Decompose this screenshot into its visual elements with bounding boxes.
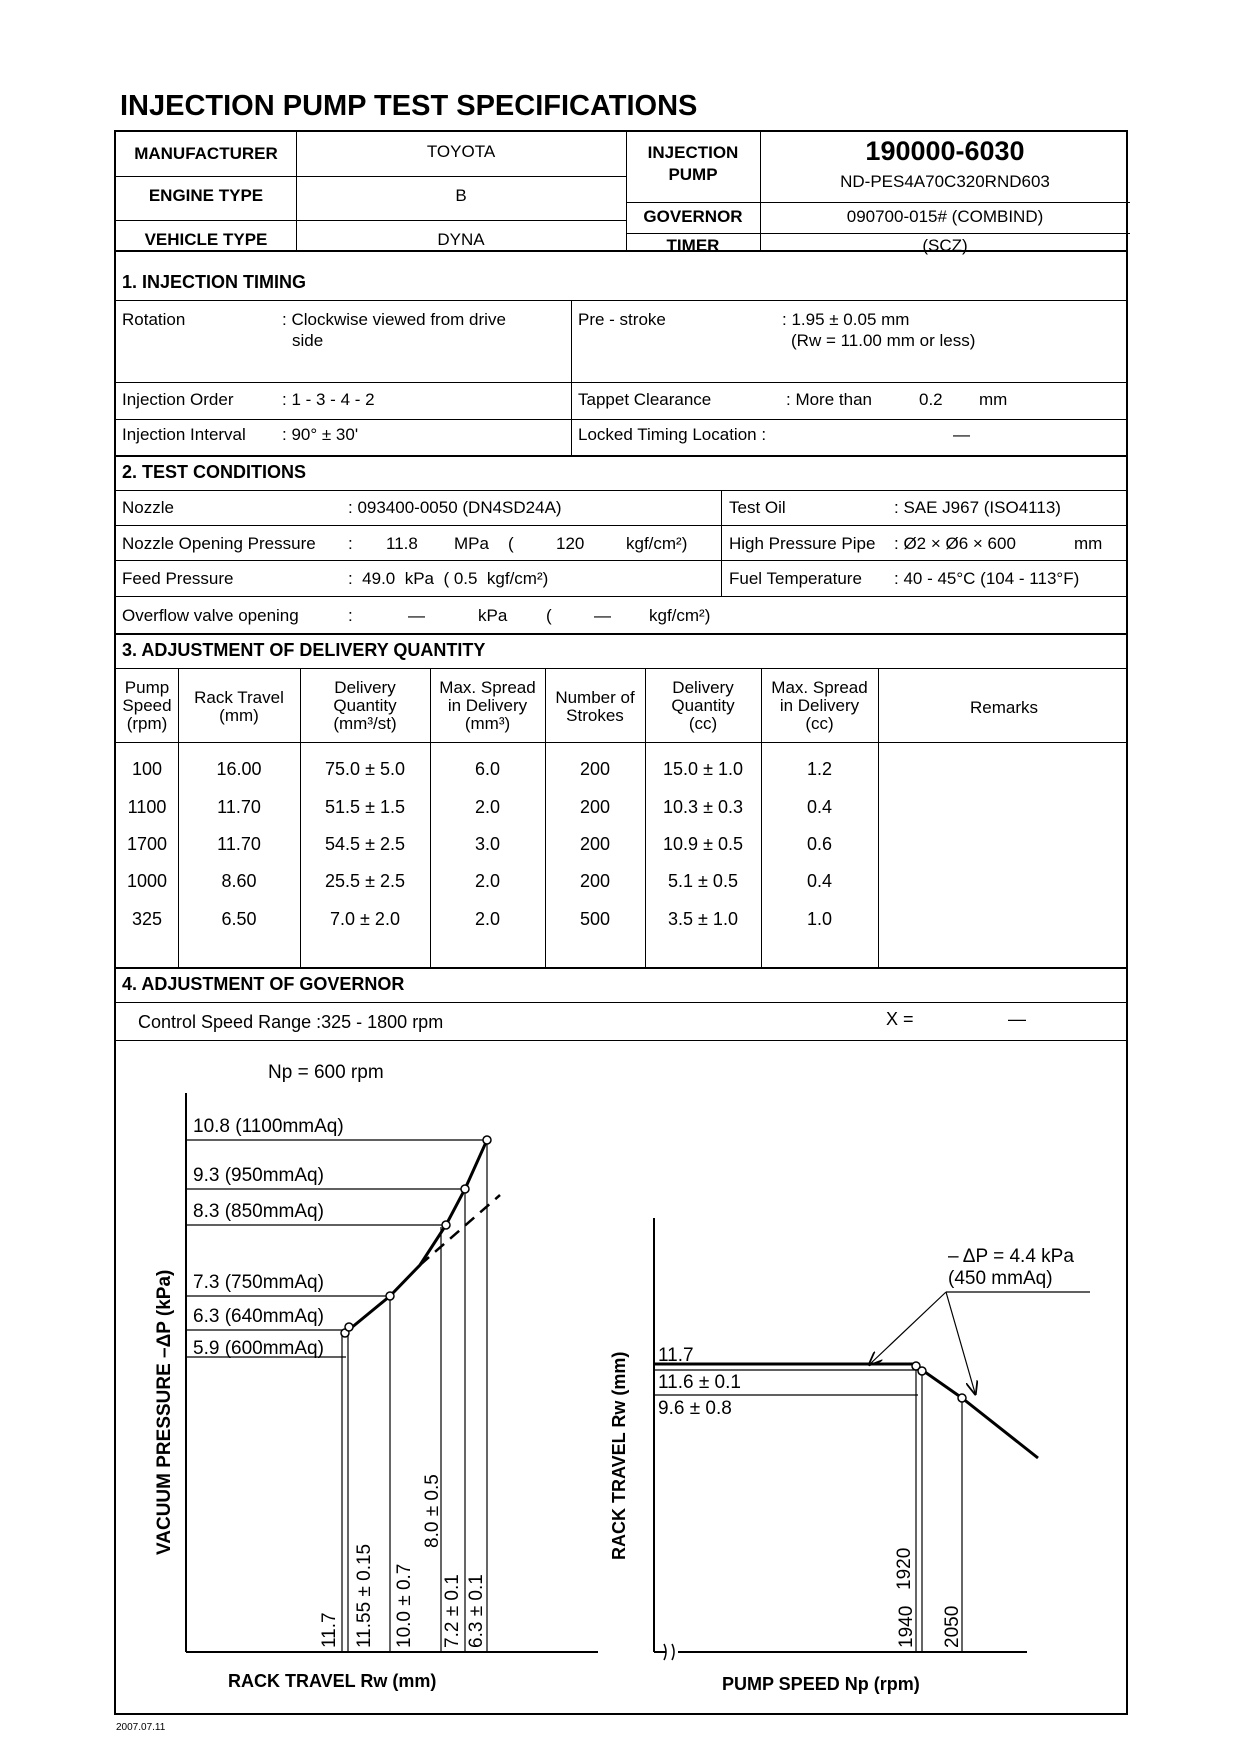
dashed-extension xyxy=(420,1195,500,1265)
level-label: 11.7 xyxy=(658,1345,694,1366)
timer-label: TIMER xyxy=(666,236,720,255)
level-label: 8.3 (850mmAq) xyxy=(193,1201,324,1222)
rotation-value-cont: side xyxy=(292,331,324,350)
rotation-label: Rotation xyxy=(122,310,186,329)
feed-pressure-label: Feed Pressure xyxy=(122,569,234,588)
table-cell: 200 xyxy=(579,759,611,779)
table-cell: 0.4 xyxy=(806,797,833,817)
table-cell: 200 xyxy=(579,871,611,891)
col-remarks: Remarks xyxy=(969,698,1038,717)
injection-interval-label: Injection Interval xyxy=(122,425,246,444)
table-cell: 200 xyxy=(579,834,611,854)
nop-mpa-unit: MPa xyxy=(454,534,489,553)
col-delivery-quantity-mm3: Delivery Quantity (mm³/st) xyxy=(333,678,397,733)
table-cell: 25.5 ± 2.5 xyxy=(325,871,405,891)
table-cell: 5.1 ± 0.5 xyxy=(668,871,738,891)
table-cell: 15.0 ± 1.0 xyxy=(663,759,743,779)
nop-kgf-value: 120 xyxy=(556,534,585,553)
injection-order-value: : 1 - 3 - 4 - 2 xyxy=(282,390,375,409)
table-cell: 1100 xyxy=(127,797,167,817)
overflow-kgf-value: — xyxy=(594,606,611,625)
chart2-x-axis-label: PUMP SPEED Np (rpm) xyxy=(722,1674,920,1694)
vehicle-type-value: DYNA xyxy=(437,230,485,249)
nozzle-opening-pressure-label: Nozzle Opening Pressure xyxy=(122,534,316,553)
table-cell: 75.0 ± 5.0 xyxy=(325,759,405,779)
timer-value: (SCZ) xyxy=(922,236,968,255)
tappet-label: Tappet Clearance xyxy=(578,390,712,409)
print-date: 2007.07.11 xyxy=(116,1722,166,1733)
table-cell: 3.0 xyxy=(474,834,501,854)
high-pressure-pipe-unit: mm xyxy=(1074,534,1103,553)
locked-timing-value: — xyxy=(953,425,970,444)
page-title: INJECTION PUMP TEST SPECIFICATIONS xyxy=(120,90,698,122)
chart1-y-axis-label: VACUUM PRESSURE –ΔP (kPa) xyxy=(154,1269,175,1555)
x-tick-label: 11.55 ± 0.15 xyxy=(354,1543,375,1648)
governor-value: 090700-015# (COMBIND) xyxy=(846,207,1044,226)
feed-pressure-value: : 49.0 kPa ( 0.5 kgf/cm²) xyxy=(348,569,549,588)
col-pump-speed: Pump Speed (rpm) xyxy=(122,678,172,733)
level-label: 11.6 ± 0.1 xyxy=(658,1372,741,1393)
control-speed-range: Control Speed Range :325 - 1800 rpm xyxy=(138,1012,444,1032)
nop-colon: : xyxy=(348,534,353,553)
table-cell: 1.2 xyxy=(806,759,833,779)
test-conditions-heading: 2. TEST CONDITIONS xyxy=(122,462,307,482)
delta-p-label-cont: (450 mmAq) xyxy=(948,1268,1053,1289)
col-rack-travel: Rack Travel (mm) xyxy=(194,688,284,725)
test-oil-value: : SAE J967 (ISO4113) xyxy=(894,498,1061,517)
overflow-valve-label: Overflow valve opening xyxy=(122,606,299,625)
tappet-value: : More than xyxy=(786,390,872,409)
overflow-paren: ( xyxy=(546,606,552,625)
level-label: 9.3 (950mmAq) xyxy=(193,1165,324,1186)
x-value: — xyxy=(1008,1009,1026,1029)
table-cell: 2.0 xyxy=(474,909,501,929)
vehicle-type-label: VEHICLE TYPE xyxy=(144,230,268,249)
x-tick-label: 11.7 xyxy=(319,1612,340,1648)
x-tick-label: 1920 xyxy=(894,1547,915,1590)
x-tick-label: 10.0 ± 0.7 xyxy=(394,1563,415,1648)
table-cell: 1000 xyxy=(126,871,168,891)
chart1-x-axis-label: RACK TRAVEL Rw (mm) xyxy=(228,1671,437,1691)
x-label: X = xyxy=(886,1009,914,1029)
fuel-temperature-label: Fuel Temperature xyxy=(729,569,862,588)
prestroke-value: : 1.95 ± 0.05 mm xyxy=(782,310,910,329)
governor-heading: 4. ADJUSTMENT OF GOVERNOR xyxy=(122,974,405,994)
nop-paren: ( xyxy=(508,534,514,553)
manufacturer-label: MANUFACTURER xyxy=(134,144,278,163)
col-max-spread-mm3: Max. Spread in Delivery (mm³) xyxy=(439,678,536,733)
table-cell: 1700 xyxy=(126,834,168,854)
x-tick-label: 7.2 ± 0.1 xyxy=(442,1574,463,1648)
x-tick-label: 1940 xyxy=(896,1605,917,1648)
engine-type-label: ENGINE TYPE xyxy=(148,186,264,205)
table-cell: 7.0 ± 2.0 xyxy=(330,909,400,929)
engine-type-value: B xyxy=(455,186,467,205)
table-cell: 2.0 xyxy=(474,797,501,817)
table-cell: 0.6 xyxy=(806,834,833,854)
table-cell: 10.3 ± 0.3 xyxy=(663,797,743,817)
level-label: 9.6 ± 0.8 xyxy=(658,1398,732,1419)
table-cell: 325 xyxy=(131,909,163,929)
overflow-kpa-value: — xyxy=(408,606,425,625)
table-cell: 100 xyxy=(131,759,163,779)
nozzle-label: Nozzle xyxy=(122,498,174,517)
level-label: 10.8 (1100mmAq) xyxy=(193,1116,344,1137)
overflow-kpa-unit: kPa xyxy=(478,606,508,625)
injection-order-label: Injection Order xyxy=(122,390,234,409)
tappet-unit: mm xyxy=(979,390,1008,409)
col-max-spread-cc: Max. Spread in Delivery (cc) xyxy=(771,678,868,733)
delta-p-label: – ΔP = 4.4 kPa xyxy=(948,1246,1074,1267)
table-cell: 2.0 xyxy=(474,871,501,891)
locked-timing-label: Locked Timing Location : xyxy=(578,425,767,444)
overflow-kgf-unit: kgf/cm²) xyxy=(649,606,711,625)
x-tick-label: 6.3 ± 0.1 xyxy=(466,1574,487,1648)
x-tick-label: 8.0 ± 0.5 xyxy=(422,1474,443,1548)
x-tick-label: 2050 xyxy=(942,1605,963,1648)
high-pressure-pipe-label: High Pressure Pipe xyxy=(729,534,876,553)
fuel-temperature-value: : 40 - 45°C (104 - 113°F) xyxy=(894,569,1080,588)
level-label: 7.3 (750mmAq) xyxy=(193,1272,324,1293)
nozzle-value: : 093400-0050 (DN4SD24A) xyxy=(348,498,562,517)
delivery-heading: 3. ADJUSTMENT OF DELIVERY QUANTITY xyxy=(122,640,486,660)
rotation-value: : Clockwise viewed from drive xyxy=(282,310,506,329)
table-cell: 6.0 xyxy=(474,759,501,779)
nop-mpa-value: 11.8 xyxy=(386,534,418,553)
nop-kgf-unit: kgf/cm²) xyxy=(626,534,688,553)
governor-curve-1 xyxy=(345,1140,487,1333)
table-cell: 200 xyxy=(579,797,611,817)
pump-number: 190000-6030 xyxy=(865,136,1025,166)
chart2-y-axis-label: RACK TRAVEL Rw (mm) xyxy=(609,1351,629,1560)
pump-model: ND-PES4A70C320RND603 xyxy=(840,172,1050,191)
manufacturer-value: TOYOTA xyxy=(426,142,496,161)
prestroke-value-cont: (Rw = 11.00 mm or less) xyxy=(791,331,976,350)
table-cell: 0.4 xyxy=(806,871,833,891)
level-label: 6.3 (640mmAq) xyxy=(193,1306,324,1327)
tappet-number: 0.2 xyxy=(919,390,943,409)
injection-pump-label: INJECTION PUMP xyxy=(647,143,739,184)
governor-label: GOVERNOR xyxy=(643,207,743,226)
col-number-of-strokes: Number of Strokes xyxy=(555,688,635,725)
table-cell: 6.50 xyxy=(221,909,257,929)
level-label: 5.9 (600mmAq) xyxy=(193,1338,324,1359)
governor-curve-2-drop xyxy=(915,1364,1038,1458)
table-cell: 16.00 xyxy=(216,759,262,779)
table-cell: 3.5 ± 1.0 xyxy=(668,909,738,929)
overflow-colon: : xyxy=(348,606,353,625)
prestroke-label: Pre - stroke xyxy=(578,310,666,329)
table-cell: 54.5 ± 2.5 xyxy=(325,834,405,854)
test-oil-label: Test Oil xyxy=(729,498,786,517)
table-cell: 1.0 xyxy=(806,909,833,929)
col-delivery-quantity-cc: Delivery Quantity (cc) xyxy=(671,678,735,733)
table-cell: 51.5 ± 1.5 xyxy=(325,797,405,817)
table-cell: 8.60 xyxy=(221,871,257,891)
table-cell: 500 xyxy=(579,909,611,929)
table-cell: 11.70 xyxy=(217,834,261,854)
high-pressure-pipe-value: : Ø2 × Ø6 × 600 xyxy=(894,534,1016,553)
table-cell: 10.9 ± 0.5 xyxy=(663,834,743,854)
table-cell: 11.70 xyxy=(217,797,261,817)
np-label: Np = 600 rpm xyxy=(268,1062,384,1083)
injection-timing-heading: 1. INJECTION TIMING xyxy=(122,272,307,292)
injection-interval-value: : 90° ± 30' xyxy=(282,425,359,444)
